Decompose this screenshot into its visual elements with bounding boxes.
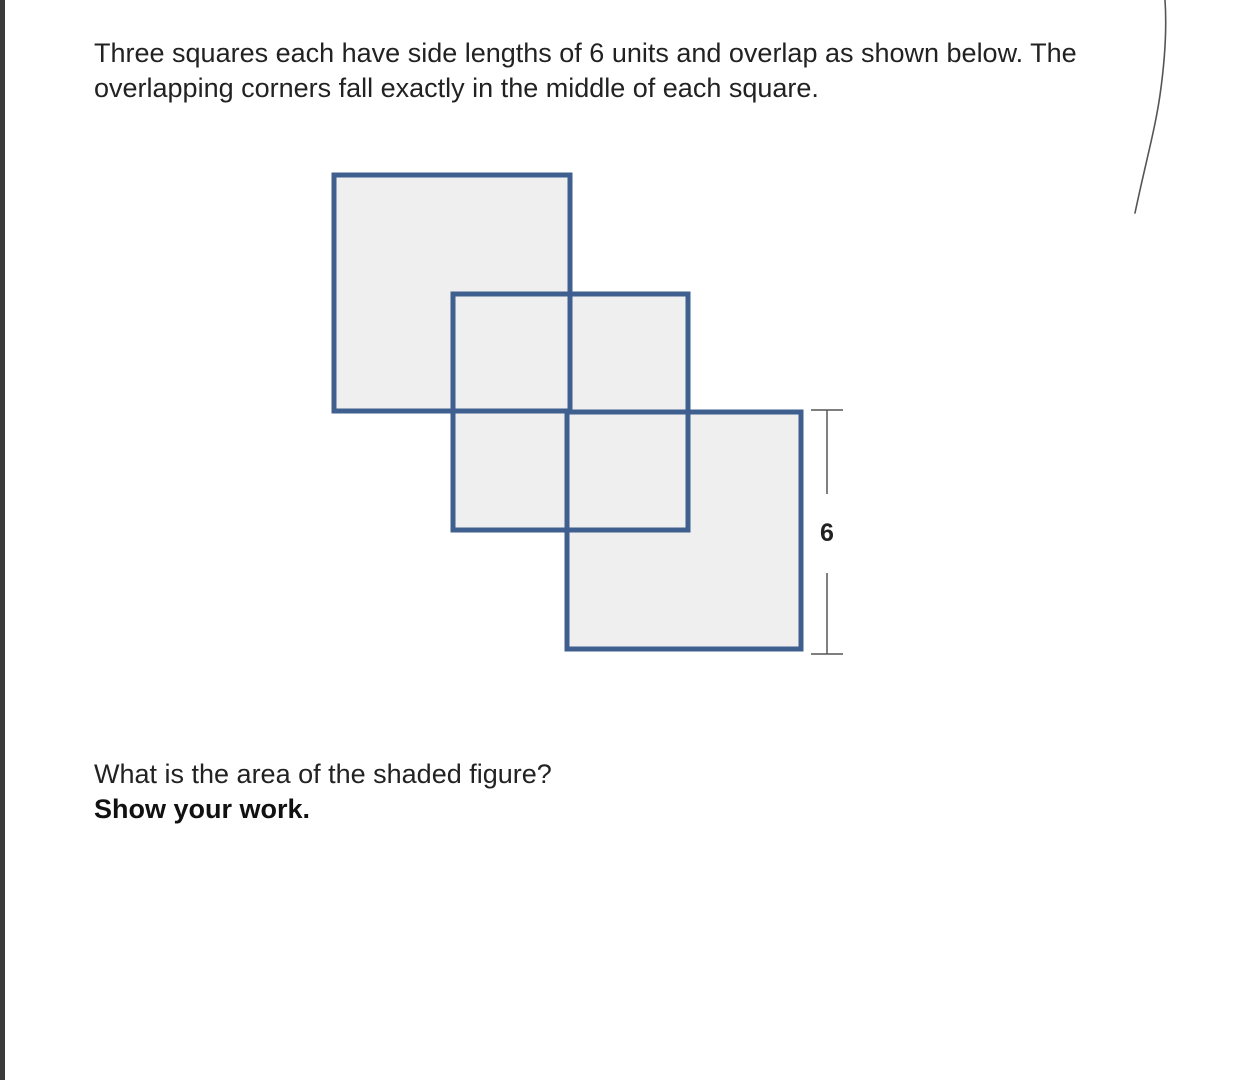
- handwritten-pen-stroke: [5, 0, 1252, 1080]
- instruction-text: Show your work.: [94, 794, 311, 824]
- problem-intro: Three squares each have side lengths of 6 units and overlap as shown below. The overlapping corners fall exactly in the middle of each square.: [94, 38, 1077, 103]
- question-text: What is the area of the shaded figure?: [94, 759, 552, 789]
- dimension-label: 6: [820, 519, 834, 547]
- worksheet-page: [5, 0, 1252, 1080]
